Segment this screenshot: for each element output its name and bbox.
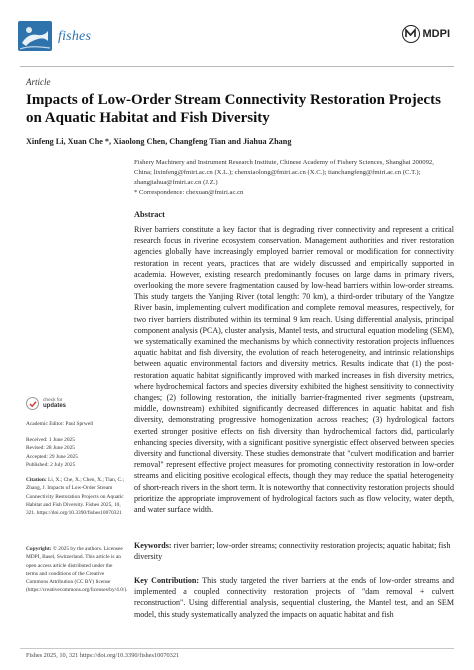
correspondence[interactable]: * Correspondence: chexuan@fmiri.ac.cn xyxy=(134,189,244,196)
accepted-date: Accepted: 29 June 2025 xyxy=(26,453,78,460)
footer-divider xyxy=(20,648,454,649)
keywords-text: river barrier; low-order streams; connectivity restoration projects; aquatic habitat; fish diversity xyxy=(134,541,451,562)
keywords xyxy=(134,540,454,562)
citation-label: Citation: xyxy=(26,477,47,483)
copyright-label: Copyright: xyxy=(26,546,52,552)
key-contribution xyxy=(134,575,454,620)
key-contribution-text: This study targeted the river barriers at the ends of low-order streams and implemented a coupled connectivity restoration projects of "dam removal + culvert reconstruction". Using differential analysis, sequential clustering, the Mantel test, and an SEM model, this study systematically analyzed the impacts on aquatic habitat and fish xyxy=(134,576,454,619)
abstract-heading: Abstract xyxy=(134,210,165,219)
publisher-name: MDPI xyxy=(422,28,450,40)
affiliation-emails-cont[interactable]: zhangjiahua@fmiri.ac.cn (J.Z.) xyxy=(134,179,218,186)
header-divider xyxy=(20,66,454,67)
dates-block xyxy=(26,436,124,469)
key-contribution-label: Key Contribution: xyxy=(134,576,200,585)
affiliation-line: Fishery Machinery and Instrument Research Institute, Chinese Academy of Fishery Sciences, Shanghai 200092, xyxy=(134,159,434,166)
mdpi-mark-icon xyxy=(402,25,420,43)
journal-logo xyxy=(18,21,52,51)
copyright-text[interactable]: © 2025 by the authors. Licensee MDPI, Basel, Switzerland. This article is an open access article distributed under the terms and conditions of the Creative Commons Attribution (CC BY) license (https://creativecommons.org/licenses/by/4.0/). xyxy=(26,546,128,594)
journal-name[interactable]: fishes xyxy=(58,29,92,44)
check-updates-line1: check for xyxy=(43,398,63,403)
check-updates-icon xyxy=(26,397,39,410)
academic-editor: Academic Editor: Paul Sprwell xyxy=(26,421,94,427)
fish-icon xyxy=(18,21,52,51)
page-footer[interactable]: Fishes 2025, 10, 321 https://doi.org/10.3390/fishes10070321 xyxy=(26,652,180,659)
citation-block xyxy=(26,476,124,517)
article-title: Impacts of Low-Order Stream Connectivity Restoration Projects on Aquatic Habitat and Fish Diversity xyxy=(26,92,441,126)
copyright-block xyxy=(26,545,128,595)
affiliation-emails[interactable]: China; lixinfeng@fmiri.ac.cn (X.L.); chenxiaolong@fmiri.ac.cn (X.C.); tianchangfeng@fmiri.ac.cn (C.T.); xyxy=(134,169,421,176)
citation-text[interactable]: Li, X.; Che, X.; Chen, X.; Tian, C.; Zhang, J. Impacts of Low-Order Stream Connectivity Restoration Projects on Aquatic Habitat and Fish Diversity. Fishes 2025, 10, 321. https://doi.org/10.3390/fishes10070321 xyxy=(26,477,124,517)
publisher-logo[interactable] xyxy=(402,25,451,43)
published-date: Published: 2 July 2025 xyxy=(26,461,76,468)
keywords-label: Keywords: xyxy=(134,541,172,550)
author-list[interactable]: Xinfeng Li, Xuan Che *, Xiaolong Chen, Changfeng Tian and Jiahua Zhang xyxy=(26,137,292,146)
revised-date: Revised: 28 June 2025 xyxy=(26,445,75,452)
check-updates-line2: updates xyxy=(43,402,67,409)
affiliations xyxy=(134,158,456,198)
abstract-text: River barriers constitute a key factor that is degrading river connectivity and represent a critical research focus in riverine ecosystem conservation. Management authorities and river restoration agencies globally have increasingly employed barrier removal or modification for connectivity restoration in recent years, practices that are widely discussed and empirically supported in academia. However, existing research predominantly focuses on large dams in primary rivers, overlooking the more severe fragmentation caused by low-head barriers within low-order streams. This study targets the Yanjing River (total length: 70 km), a third-order tributary of the Yangtze River basin, implementing culvert modification and complete removal measures, respectively, for two river barriers distributed within its terminal 9 km reach. Using differential analysis, principal component analysis (PCA), cluster analysis, Mantel tests, and structural equation modeling (SEM), we systematically examined the mechanisms by which connectivity restoration projects influences aquatic habitat and fish diversity, the evolution of reach heterogeneity, and intrinsic relationships between aquatic environmental factors and diversity metrics. Results indicate that (1) the post-restoration aquatic habitat significantly improved with marked increases in fish diversity metrics, where hydrochemical factors and species diversity exhibited the highest sensitivity to connectivity changes; (2) following restoration, the initially barrier-fragmented river segments (upstream, middle, downstream) exhibited significantly decreased differences in aquatic habitat and fish diversity, demonstrating progressive homogenization across reaches; (3) hydrological factors exerted stronger positive effects on fish diversity than hydrochemical factors did, particularly enhancing species diversity, with a significant positive synergistic effect observed between species diversity and functional diversity. These studies demonstrate that "culvert modification and barrier removal" represent effective project measures for promoting connectivity restoration in low-order streams and eliciting positive ecological effects, though they may reduce the spatial heterogeneity of short-reach rivers in the short term. It is noteworthy that connectivity restoration projects should prioritize the appropriate improvement of hydrological factors such as flow velocity, water depth, and water surface width. xyxy=(134,225,454,515)
article-type: Article xyxy=(26,77,51,87)
received-date: Received: 1 June 2025 xyxy=(26,437,75,443)
check-for-updates[interactable] xyxy=(26,397,66,410)
